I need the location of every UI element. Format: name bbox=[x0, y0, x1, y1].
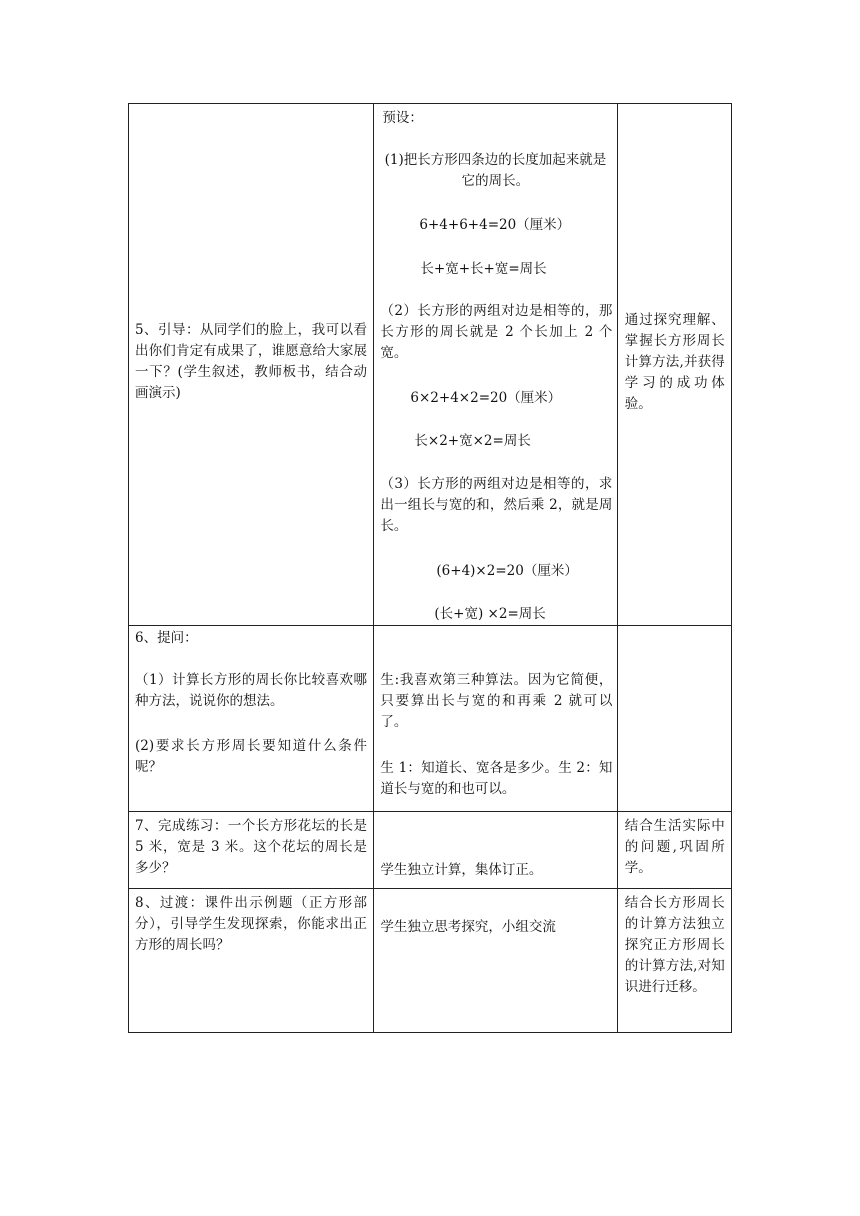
student-text: 学生独立思考探究，小组交流 bbox=[380, 919, 556, 935]
activity-text: 8、过渡：课件出示例题（正方形部分），引导学生发现探索，你能求出正方形的周长吗？ bbox=[135, 895, 367, 953]
activity-cell bbox=[129, 889, 374, 1033]
student-text: 学生独立计算，集体订正。 bbox=[380, 862, 543, 878]
student-cell bbox=[374, 889, 617, 1033]
student-cell bbox=[374, 812, 617, 889]
activity-cell bbox=[129, 104, 374, 626]
table-row bbox=[129, 812, 732, 889]
method-2-formula: 长×2+宽×2=周长 bbox=[414, 433, 531, 449]
student-cell bbox=[374, 626, 617, 812]
intent-text: 结合生活实际中的问题,巩固所学。 bbox=[624, 818, 725, 876]
student-answer-1: 生:我喜欢第三种算法。因为它简便，只要算出长与宽的和再乘 2 就可以了。 bbox=[380, 672, 613, 730]
method-1-calculation: 6+4+6+4=20（厘米） bbox=[419, 217, 571, 233]
question-title: 6、提问： bbox=[135, 630, 198, 646]
lesson-plan-table bbox=[128, 103, 732, 1033]
method-1-formula: 长+宽+长+宽=周长 bbox=[420, 261, 547, 277]
question-2: (2)要求长方形周长要知道什么条件呢？ bbox=[135, 738, 367, 775]
table-row bbox=[129, 104, 732, 626]
method-2-text: （2）长方形的两组对边是相等的，那长方形的周长就是 2 个长加上 2 个宽。 bbox=[380, 303, 613, 361]
intent-text: 通过探究理解、掌握长方形周长计算方法,并获得学习的成功体验。 bbox=[624, 312, 725, 412]
question-1: （1）计算长方形的周长你比较喜欢哪种方法，说说你的想法。 bbox=[135, 672, 367, 709]
method-3-formula: (长+宽) ×2=周长 bbox=[434, 606, 546, 622]
preset-label: 预设： bbox=[382, 110, 423, 126]
method-2-calculation: 6×2+4×2=20（厘米） bbox=[410, 390, 562, 406]
intent-cell bbox=[617, 104, 731, 626]
activity-cell bbox=[129, 626, 374, 812]
activity-cell bbox=[129, 812, 374, 889]
method-1-text: (1)把长方形四条边的长度加起来就是它的周长。 bbox=[384, 152, 607, 189]
activity-text: 5、引导：从同学们的脸上，我可以看出你们肯定有成果了，谁愿意给大家展一下？(学生叙述，教师板书，结合动画演示) bbox=[135, 322, 367, 401]
activity-text: 7、完成练习：一个长方形花坛的长是 5 米，宽是 3 米。这个花坛的周长是多少？ bbox=[135, 818, 367, 876]
table-row bbox=[129, 889, 732, 1033]
intent-cell bbox=[617, 889, 731, 1033]
method-3-calculation: (6+4)×2=20（厘米） bbox=[436, 563, 578, 579]
intent-text: 结合长方形周长的计算方法独立探究正方形周长的计算方法,对知识进行迁移。 bbox=[624, 895, 725, 995]
method-3-text: （3）长方形的两组对边是相等的，求出一组长与宽的和，然后乘 2，就是周长。 bbox=[380, 476, 613, 534]
student-answer-2: 生 1：知道长、宽各是多少。生 2：知道长与宽的和也可以。 bbox=[380, 760, 613, 797]
intent-cell bbox=[617, 626, 731, 812]
student-cell bbox=[374, 104, 617, 626]
table-row bbox=[129, 626, 732, 812]
intent-cell bbox=[617, 812, 731, 889]
